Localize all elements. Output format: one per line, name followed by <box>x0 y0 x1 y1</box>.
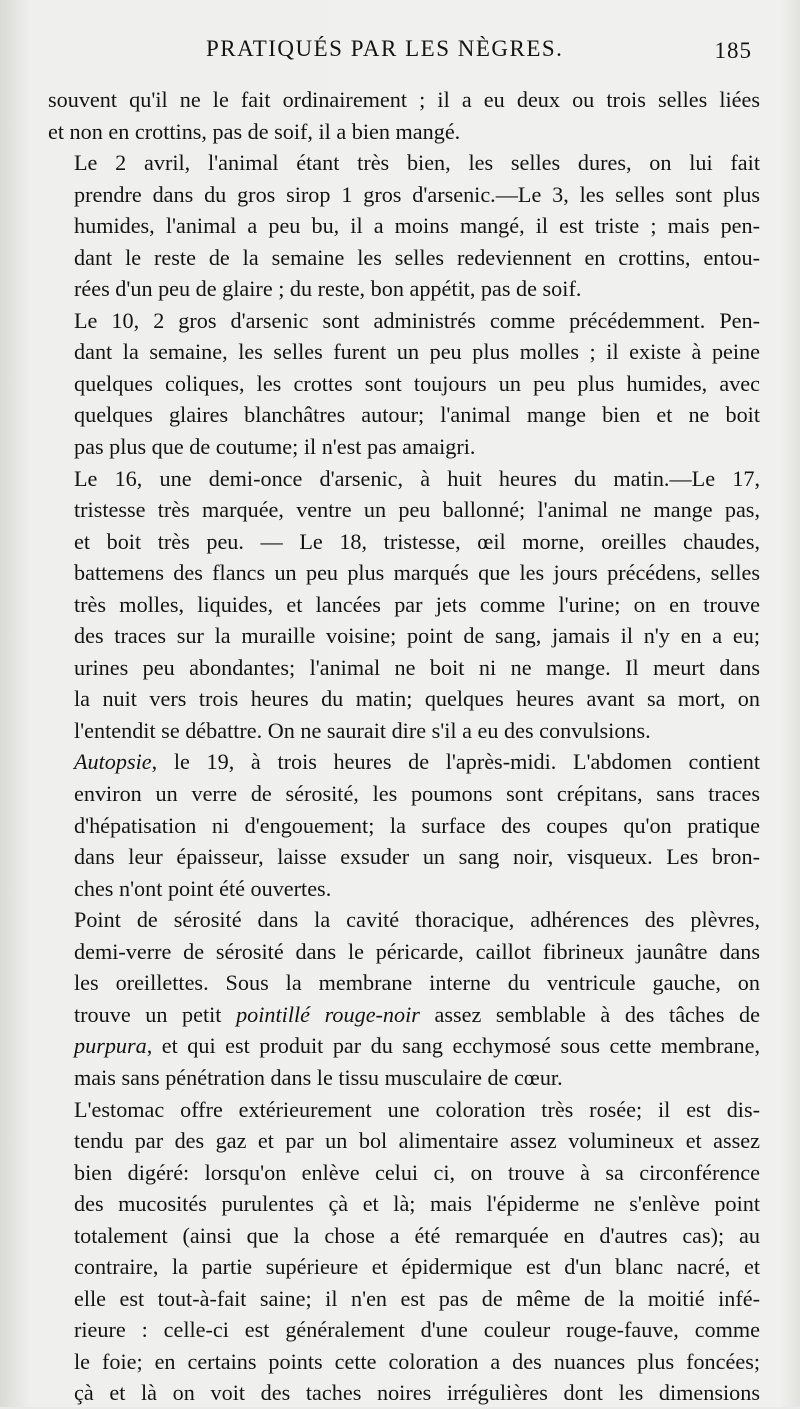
paragraph <box>48 746 760 904</box>
text-segment: trouve un petit <box>74 1001 237 1027</box>
text-line: tristesse très marquée, ventre un peu ballonné; l'animal ne mange pas, <box>74 497 760 523</box>
page-number: 185 <box>714 38 752 63</box>
text-line: Le 16, une demi-once d'arsenic, à huit heures du matin.—Le 17, <box>74 465 760 491</box>
text-line: battemens des flancs un peu plus marqués que les jours précédens, selles <box>74 560 760 586</box>
text-line: totalement (ainsi que la chose a été remarquée en d'autres cas); au <box>74 1222 760 1248</box>
text-line: contraire, la partie supérieure et épidermique est d'un blanc nacré, et <box>74 1254 760 1280</box>
text-line: le foie; en certains points cette coloration a des nuances plus foncées; <box>74 1348 760 1374</box>
paragraph <box>48 463 760 747</box>
running-head <box>48 36 760 78</box>
text-line: rieure : celle-ci est généralement d'une couleur rouge-fauve, comme <box>74 1317 760 1343</box>
text-line: d'hépatisation ni d'engouement; la surface des coupes qu'on pratique <box>74 812 760 838</box>
text-line: urines peu abondantes; l'animal ne boit ni ne mange. Il meurt dans <box>74 654 760 680</box>
text-line: rées d'un peu de glaire ; du reste, bon appétit, pas de soif. <box>74 276 582 302</box>
text-line: demi-verre de sérosité dans le péricarde, caillot fibrineux jaunâtre dans <box>74 938 760 964</box>
text-line: les oreillettes. Sous la membrane interne du ventricule gauche, on <box>74 970 760 996</box>
text-line: ches n'ont point été ouvertes. <box>74 875 332 901</box>
paragraph <box>48 147 760 305</box>
body-text <box>48 84 760 1409</box>
text-line: et non en crottins, pas de soif, il a bien mangé. <box>48 118 461 144</box>
text-line: dant la semaine, les selles furent un peu plus molles ; il existe à peine <box>74 339 760 365</box>
text-line: pas plus que de coutume; il n'est pas amaigri. <box>74 434 476 460</box>
text-line <box>48 746 760 778</box>
paragraph <box>48 904 760 1093</box>
text-line: Le 10, 2 gros d'arsenic sont administrés comme précédemment. Pen- <box>74 307 760 333</box>
paragraph <box>48 1094 760 1409</box>
text-line: Point de sérosité dans la cavité thoracique, adhérences des plèvres, <box>74 907 760 933</box>
text-line: quelques glaires blanchâtres autour; l'animal mange bien et ne boit <box>74 402 760 428</box>
text-line: souvent qu'il ne le fait ordinairement ; il a eu deux ou trois selles liées <box>48 87 760 112</box>
text-line: quelques coliques, les crottes sont toujours un peu plus humides, avec <box>74 370 760 396</box>
paragraph <box>48 305 760 463</box>
paragraph <box>48 84 760 147</box>
text-line: des traces sur la muraille voisine; point de sang, jamais il n'y en a eu; <box>74 623 760 649</box>
italic-term: pointillé rouge-noir <box>236 1001 420 1027</box>
text-segment: assez semblable à des tâches de <box>419 1001 760 1027</box>
text-segment: , et qui est produit par du sang ecchymosé sous cette membrane, <box>146 1033 760 1059</box>
text-line: prendre dans du gros sirop 1 gros d'arsenic.—Le 3, les selles sont plus <box>74 181 760 207</box>
text-line: elle est tout-à-fait saine; il n'en est pas de même de la moitié infé- <box>74 1285 760 1311</box>
text-line: dans leur épaisseur, laisse exsuder un sang noir, visqueux. Les bron- <box>74 844 760 870</box>
text-line <box>48 999 760 1031</box>
text-line: mais sans pénétration dans le tissu musculaire de cœur. <box>74 1064 563 1090</box>
running-title: PRATIQUÉS PAR LES NÈGRES. <box>206 36 564 61</box>
text-line: çà et là on voit des taches noires irrégulières dont les dimensions <box>74 1380 760 1406</box>
text-line: des mucosités purulentes çà et là; mais l'épiderme ne s'enlève point <box>74 1191 760 1217</box>
text-line: dant le reste de la semaine les selles redeviennent en crottins, entou- <box>74 244 760 270</box>
text-line: bien digéré: lorsqu'on enlève celui ci, on trouve à sa circonférence <box>74 1159 760 1185</box>
text-line: l'entendit se débattre. On ne saurait dire s'il a eu des convulsions. <box>74 717 651 743</box>
text-line <box>48 1030 760 1062</box>
text-line: environ un verre de sérosité, les poumons sont crépitans, sans traces <box>74 781 760 807</box>
text-segment: , le 19, à trois heures de l'après-midi. L'abdomen contient <box>151 749 760 775</box>
italic-term: purpura <box>74 1033 147 1059</box>
text-line: L'estomac offre extérieurement une coloration très rosée; il est dis- <box>74 1096 760 1122</box>
text-line: Le 2 avril, l'animal étant très bien, les selles dures, on lui fait <box>74 150 760 176</box>
text-line: très molles, liquides, et lancées par jets comme l'urine; on en trouve <box>74 591 760 617</box>
text-line: et boit très peu. — Le 18, tristesse, œil morne, oreilles chaudes, <box>74 528 760 554</box>
italic-term: Autopsie <box>74 749 152 775</box>
text-line: tendu par des gaz et par un bol alimentaire assez volumineux et assez <box>74 1128 760 1154</box>
text-line: humides, l'animal a peu bu, il a moins mangé, il est triste ; mais pen- <box>74 213 760 239</box>
text-line: la nuit vers trois heures du matin; quelques heures avant sa mort, on <box>74 686 760 712</box>
